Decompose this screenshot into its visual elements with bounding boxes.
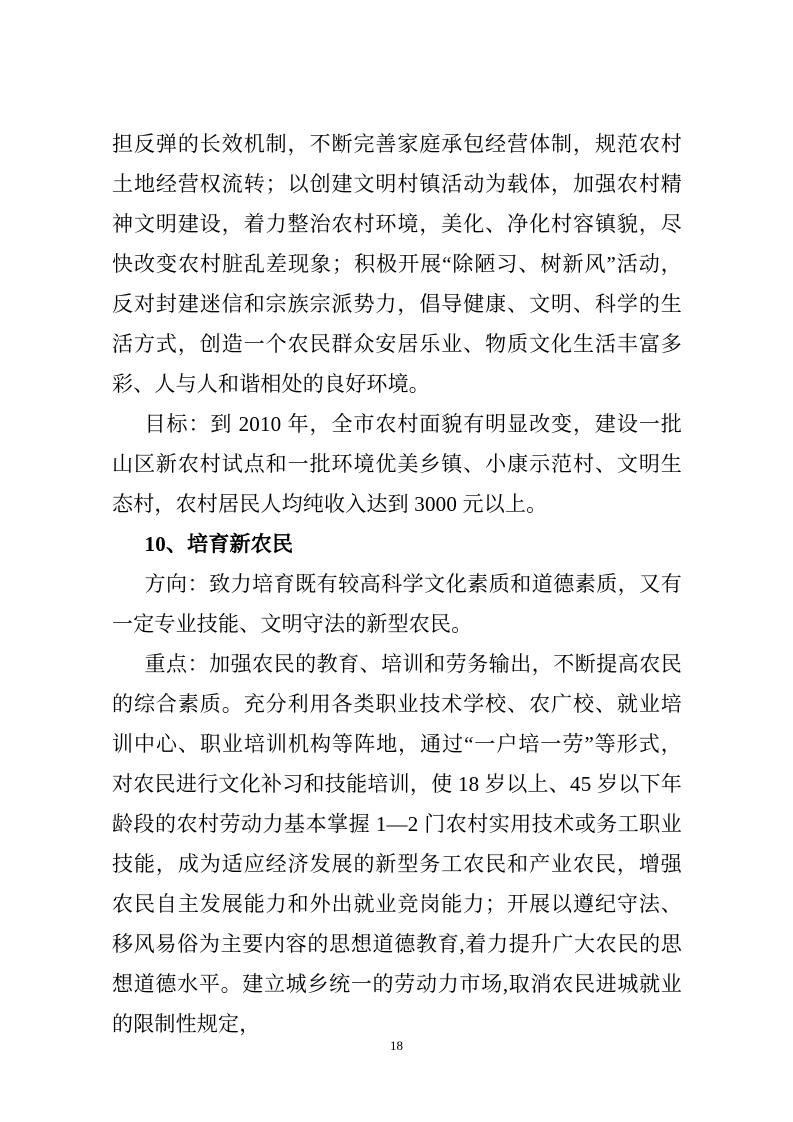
paragraph-goal: 目标：到 2010 年，全市农村面貌有明显改变，建设一批山区新农村试点和一批环境优美乡镇、小康示范村、文明生态村，农村居民人均纯收入达到 3000 元以上。: [112, 412, 682, 516]
section-heading: 10、培育新农民: [144, 532, 294, 556]
document-body: [112, 124, 682, 1044]
paragraph-direction: 方向：致力培育既有较高科学文化素质和道德素质，又有一定专业技能、文明守法的新型农民。: [112, 572, 682, 636]
paragraph-key-points: 重点：加强农民的教育、培训和劳务输出，不断提高农民的综合素质。充分利用各类职业技术学校、农广校、就业培训中心、职业培训机构等阵地，通过“一户培一劳”等形式，对农民进行文化补习和技能培训，使 18 岁以上、45 岁以下年龄段的农村劳动力基本掌握 1—2 门农村实用技术或务工职业技能，成为适应经济发展的新型务工农民和产业农民，增强农民自主发展能力和外出就业竞岗能力；开展以遵纪守法、移风易俗为主要内容的思想道德教育,着力提升广大农民的思想道德水平。建立城乡统一的劳动力市场,取消农民进城就业的限制性规定，: [112, 652, 682, 1036]
paragraph-continuation: 担反弹的长效机制，不断完善家庭承包经营体制，规范农村土地经营权流转；以创建文明村镇活动为载体，加强农村精神文明建设，着力整治农村环境，美化、净化村容镇貌，尽快改变农村脏乱差现象；积极开展“除陋习、树新风”活动，反对封建迷信和宗族宗派势力，倡导健康、文明、科学的生活方式，创造一个农民群众安居乐业、物质文化生活丰富多彩、人与人和谐相处的良好环境。: [112, 132, 682, 396]
page-number: 18: [390, 1038, 403, 1053]
